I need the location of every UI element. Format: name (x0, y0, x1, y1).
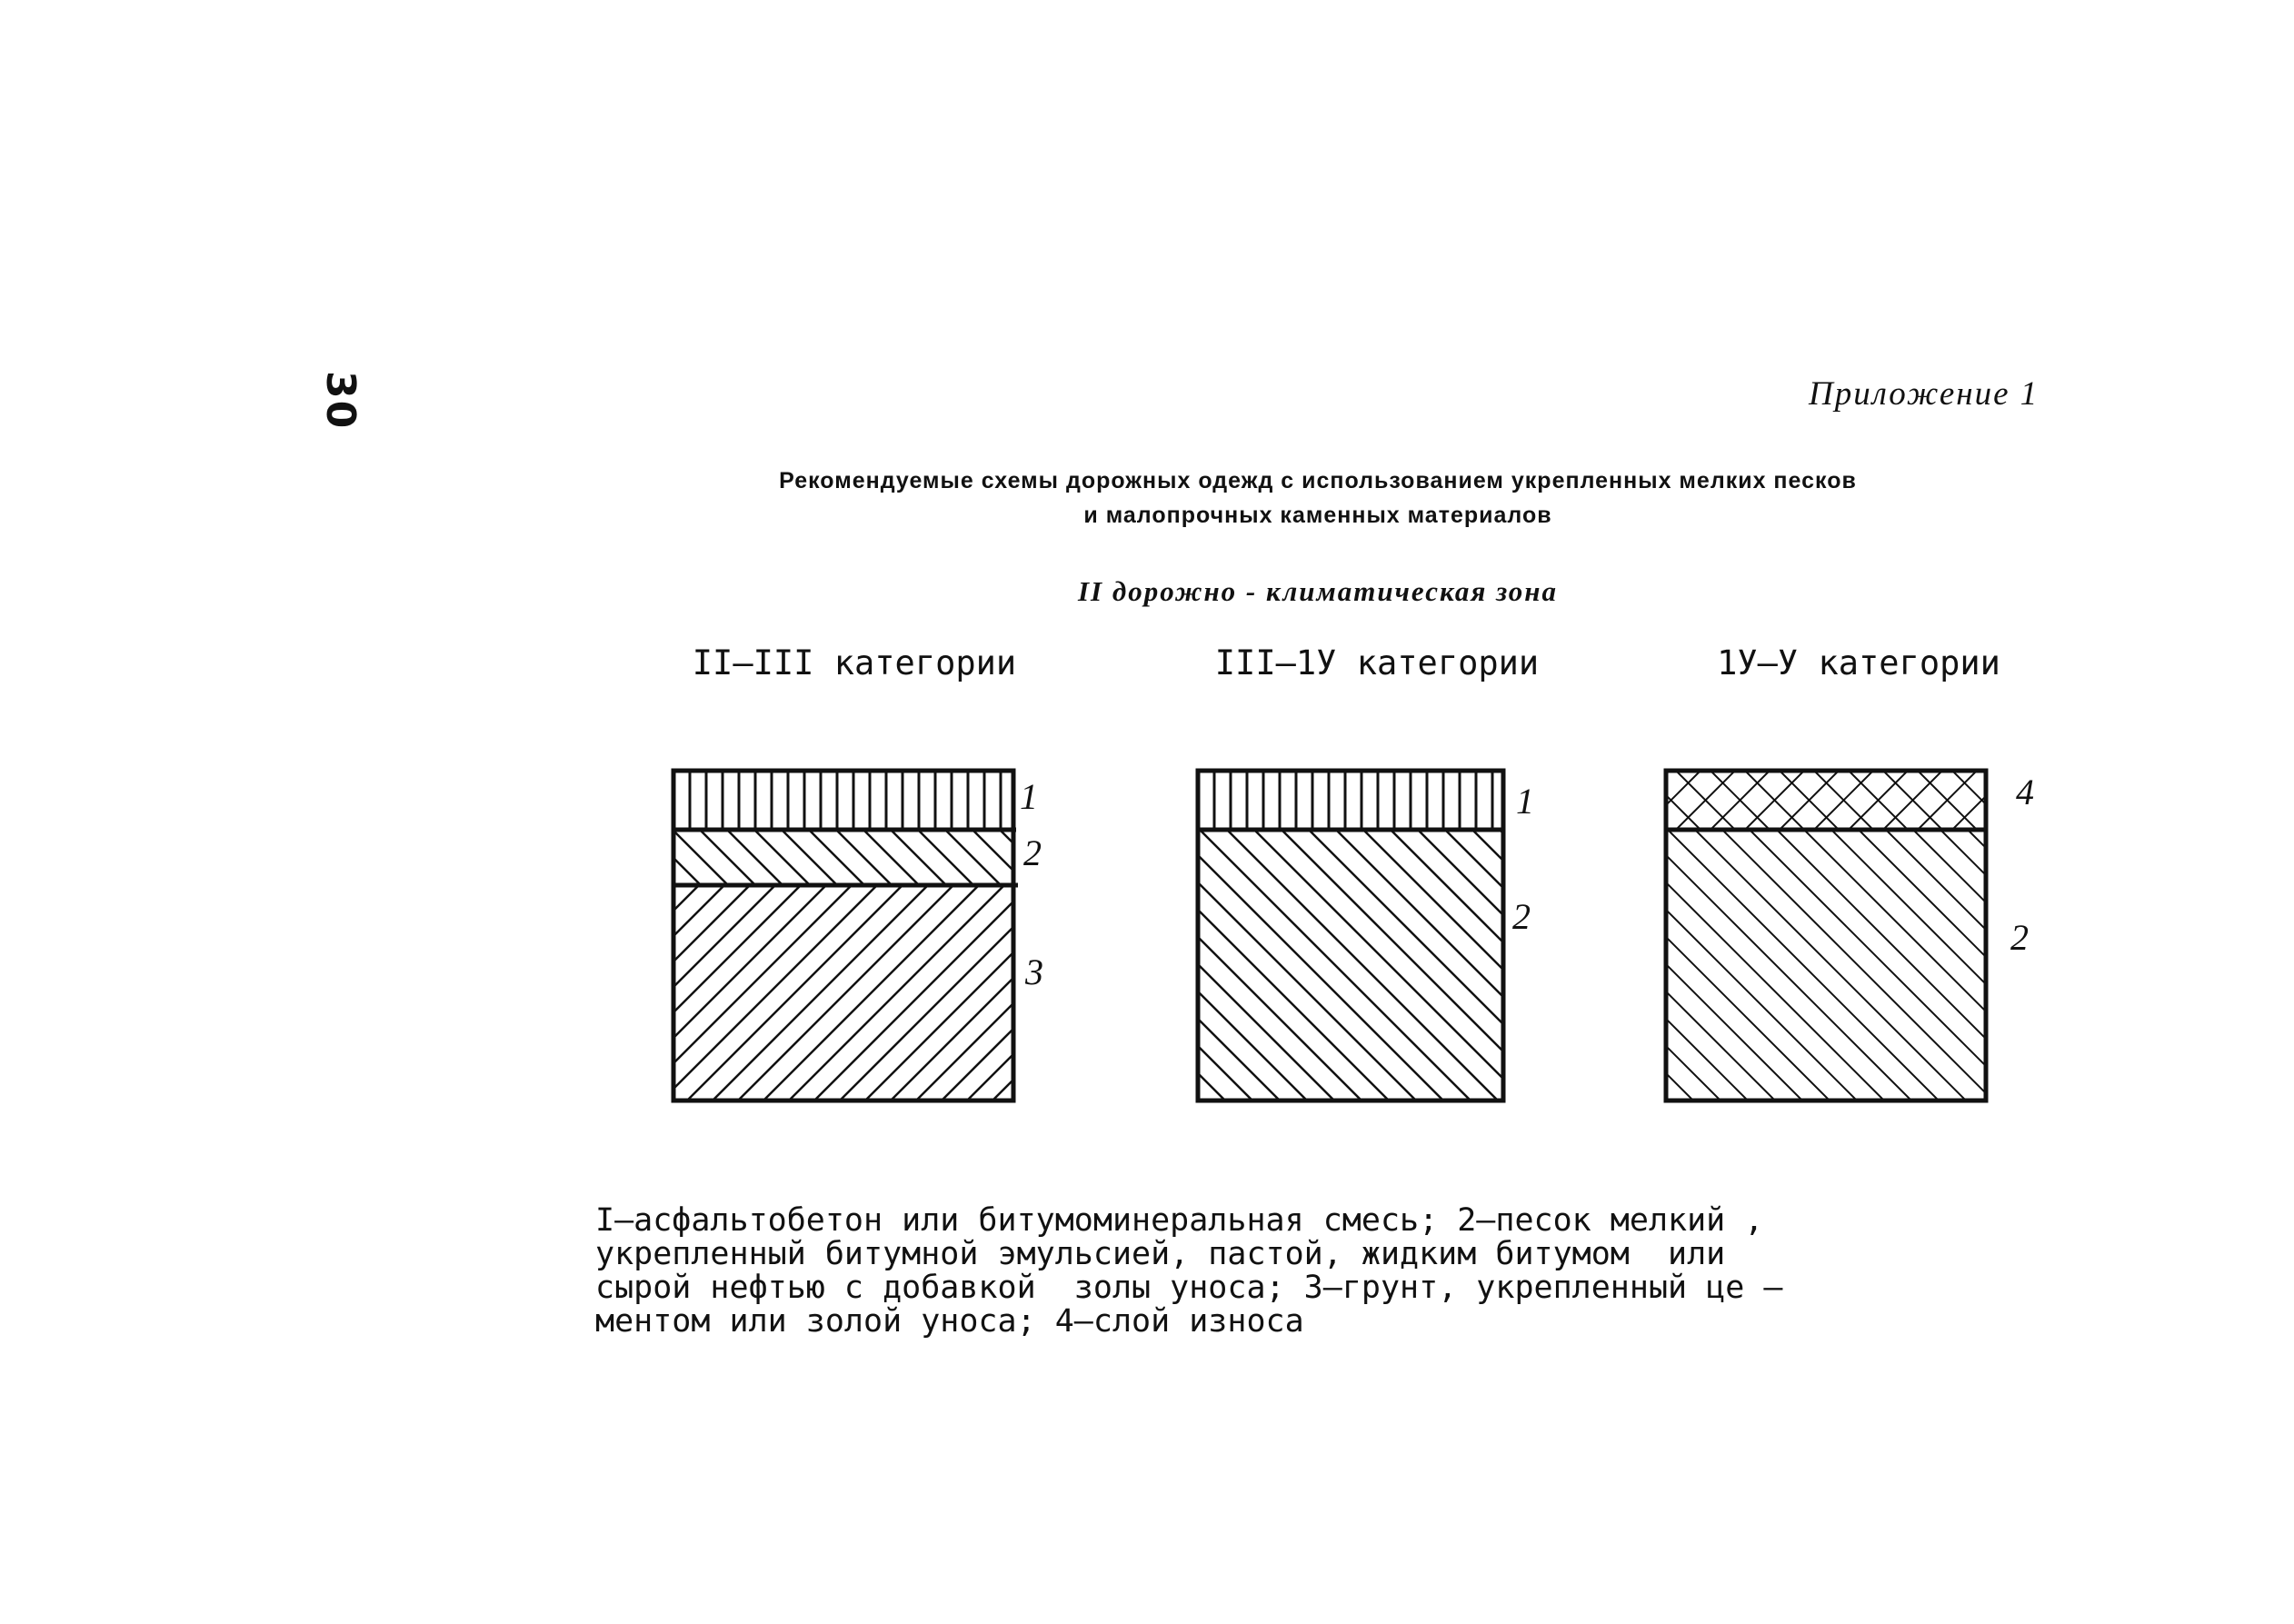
hatch-line (918, 830, 973, 885)
layer-1-hatch (1214, 771, 1492, 830)
hatch-line (1663, 830, 1934, 1101)
hatch-line (992, 885, 1208, 1101)
layer-label-2: 2 (1512, 896, 1531, 937)
hatch-line (1500, 830, 1770, 1101)
hatch-line (2050, 830, 2294, 1101)
hatch-line (727, 830, 783, 885)
diagram-iii-iv (900, 771, 2070, 1101)
category-heading-3: 1У–У категории (1717, 643, 2000, 682)
layer-label-1: 1 (1516, 781, 1534, 822)
hatch-line (1472, 830, 1743, 1101)
hatch-line (700, 830, 755, 885)
hatch-line (2240, 830, 2294, 1101)
layer-label-4: 4 (2016, 772, 2034, 812)
hatch-line (891, 830, 946, 885)
hatch-line (1527, 830, 1798, 1101)
legend-line-3: сырой нефтью с добавкой золы уноса; 3–грунт, укрепленный це – (595, 1270, 1783, 1306)
diagram-ii-iii (433, 771, 1462, 1101)
hatch-line (1094, 885, 1310, 1101)
hatch-line (1554, 830, 1825, 1101)
hatch-line (1609, 830, 1880, 1101)
hatch-line (945, 830, 1001, 885)
hatch-line (1196, 885, 1411, 1101)
hatch-line (1171, 885, 1386, 1101)
zone-heading: II дорожно - климатическая зона (1077, 575, 1559, 607)
hatch-line (2159, 830, 2294, 1101)
hatch-line (1772, 830, 2043, 1101)
title-line-2: и малопрочных каменных материалов (1083, 503, 1552, 528)
hatch-line (2056, 771, 2115, 830)
page-number: 30 (317, 371, 364, 431)
legend-line-2: укрепленный битумной эмульсией, пастой, жидким битумом или (595, 1236, 1726, 1272)
hatch-line (1054, 830, 1110, 885)
diagram-2-frame (1198, 771, 1503, 1101)
hatch-line (2104, 830, 2294, 1101)
hatch-line (618, 830, 673, 885)
hatch-line (2056, 771, 2115, 830)
category-heading-1: II–III категории (692, 643, 1017, 682)
hatch-line (591, 830, 646, 885)
hatch-line (1018, 885, 1233, 1101)
title-line-1: Рекомендуемые схемы дорожных одежд с использованием укрепленных мелких песков (779, 468, 1857, 493)
layer-label-2: 2 (1023, 832, 1042, 873)
hatch-line (2213, 830, 2294, 1101)
hatch-line (458, 885, 673, 1101)
diagram-iv-v (1368, 771, 2294, 1101)
layer-1-hatch (690, 771, 1001, 830)
hatch-line (2268, 830, 2294, 1101)
legend (595, 1204, 2068, 1339)
hatch-line (1745, 830, 2016, 1101)
hatch-line (836, 830, 892, 885)
hatch-line (809, 830, 864, 885)
hatch-line (1607, 771, 1666, 830)
hatch-line (1247, 885, 1462, 1101)
layer-label-2: 2 (2010, 917, 2029, 958)
hatch-line (2077, 830, 2294, 1101)
appendix-label: Приложение 1 (1809, 375, 2040, 413)
legend-line-4: ментом или золой уноса; 4–слой износа (595, 1303, 1304, 1340)
hatch-line (782, 830, 837, 885)
hatch-line (433, 885, 648, 1101)
hatch-line (754, 830, 810, 885)
hatch-line (1968, 830, 2239, 1101)
layer-2-hatch (900, 830, 2070, 1101)
hatch-line (1581, 830, 1852, 1101)
hatch-line (1800, 830, 2070, 1101)
hatch-line (1422, 830, 1693, 1101)
layer-2-hatch (1368, 830, 2294, 1101)
hatch-line (2131, 830, 2294, 1101)
hatch-line (863, 830, 919, 885)
hatch-line (954, 830, 1225, 1101)
hatch-line (1718, 830, 1989, 1101)
hatch-line (2022, 830, 2293, 1101)
category-heading-2: III–1У категории (1214, 643, 1540, 682)
hatch-line (1572, 771, 1631, 830)
legend-line-1: I–асфальтобетон или битумоминеральная смесь; 2–песок мелкий , (595, 1202, 1764, 1239)
hatch-line (972, 830, 1028, 885)
layer-label-3: 3 (1025, 951, 1043, 992)
hatch-line (927, 830, 1198, 1101)
hatch-line (1069, 885, 1284, 1101)
hatch-line (484, 885, 699, 1101)
layer-label-1: 1 (1020, 776, 1038, 817)
hatch-line (1995, 830, 2266, 1101)
hatch-line (1395, 830, 1666, 1101)
hatch-line (1572, 771, 1631, 830)
hatch-line (1691, 830, 1961, 1101)
hatch-line (2186, 830, 2294, 1101)
hatch-line (1082, 830, 1137, 885)
hatch-line (1607, 771, 1666, 830)
hatch-line (1636, 830, 1907, 1101)
hatch-line (673, 830, 728, 885)
